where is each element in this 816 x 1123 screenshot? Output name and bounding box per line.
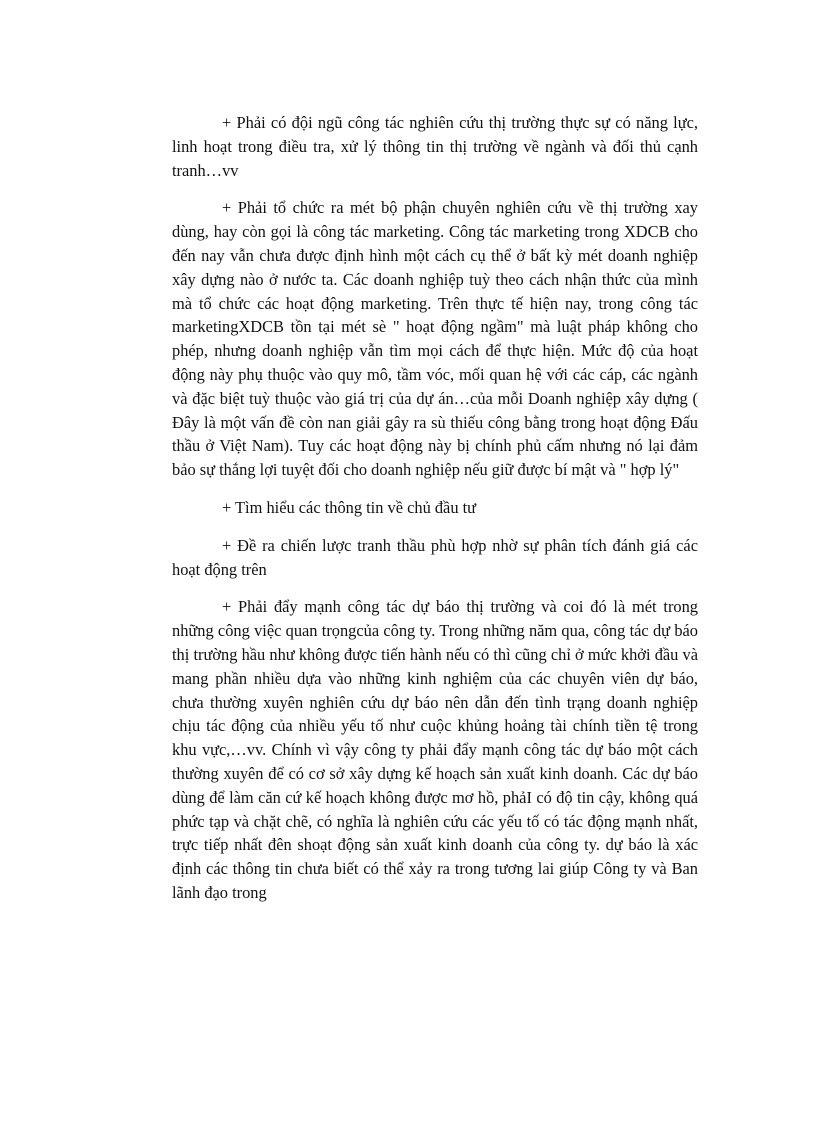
- document-page: [172, 111, 698, 905]
- paragraph-market-forecast: + Phải đẩy mạnh công tác dự báo thị trường và coi đó là mét trong những công việc quan trọngcủa công ty. Trong những năm qua, công tác dự báo thị trường hầu như không được tiến hành nếu có thì cũng chỉ ở mức khởi đầu và mang phần nhiều dựa vào những kinh nghiệm của các chuyên viên dự báo, chưa thường xuyên nghiên cứu dự báo nên dẫn đến tình trạng doanh nghiệp chịu tác động của nhiều yếu tố như cuộc khủng hoảng tài chính tiền tệ trong khu vực,…vv. Chính vì vậy công ty phải đẩy mạnh công tác dự báo một cách thường xuyên để có cơ sở xây dựng kế hoạch sản xuất kinh doanh. Các dự báo dùng để làm căn cứ kế hoạch không được mơ hồ, phảI có độ tin cậy, không quá phức tạp và chặt chẽ, có nghĩa là nghiên cứu các yếu tố có tác động mạnh nhất, trực tiếp nhất đên shoạt động sản xuất kinh doanh của công ty. dự báo là xác định các thông tin chưa biết có thể xảy ra trong tương lai giúp Công ty và Ban lãnh đạo trong: [172, 597, 698, 902]
- paragraph-marketing-department: + Phải tổ chức ra mét bộ phận chuyên nghiên cứu về thị trường xay dùng, hay còn gọi là công tác marketing. Công tác marketing trong XDCB cho đến nay vẫn chưa được định hình một cách cụ thể ở bất kỳ mét doanh nghiệp xây dựng nào ở nước ta. Các doanh nghiệp tuỳ theo cách nhận thức của mình mà tổ chức các hoạt động marketing. Trên thực tế hiện nay, trong công tác marketingXDCB tồn tại mét sè " hoạt động ngầm" mà luật pháp không cho phép, nhưng doanh nghiệp vẫn tìm mọi cách để thực hiện. Mức độ của hoạt động này phụ thuộc vào quy mô, tầm vóc, mối quan hệ với các cáp, các ngành và đặc biệt tuỳ thuộc vào giá trị của dự án…của mỗi Doanh nghiệp xây dựng ( Đây là một vấn đề còn nan giải gây ra sù thiếu công bằng trong hoạt động Đấu thầu ở Việt Nam). Tuy các hoạt động này bị chính phủ cấm nhưng nó lại đảm bảo sự thắng lợi tuyệt đối cho doanh nghiệp nếu giữ được bí mật và " hợp lý": [172, 198, 698, 480]
- paragraph-bidding-strategy: + Đề ra chiến lược tranh thầu phù hợp nhờ sự phân tích đánh giá các hoạt động trên: [172, 535, 698, 579]
- paragraph-investor-info: + Tìm hiểu các thông tin về chủ đầu tư: [222, 497, 477, 517]
- paragraph-research-team: + Phải có đội ngũ công tác nghiên cứu thị trường thực sự có năng lực, linh hoạt trong điều tra, xử lý thông tin thị trường về ngành và đối thủ cạnh tranh…vv: [172, 113, 698, 180]
